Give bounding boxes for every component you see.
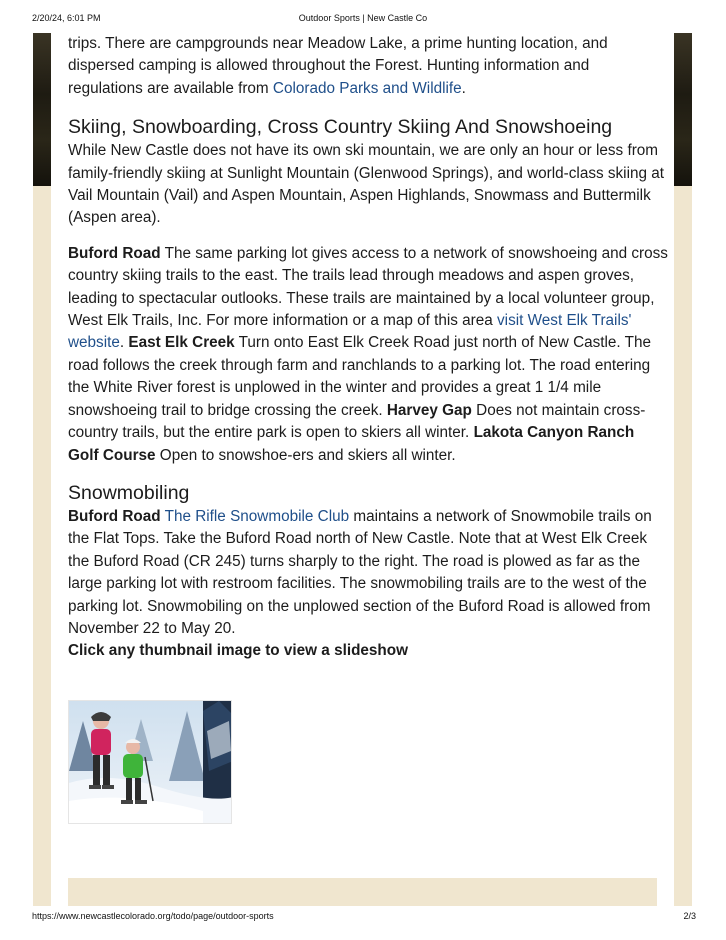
right-stripe-photo bbox=[674, 33, 692, 186]
lakota-canyon-text: Open to snowshoe-ers and skiers all winter. bbox=[155, 446, 456, 464]
west-elk-trails-link[interactable]: visit West Elk Trails' website bbox=[68, 312, 632, 352]
slideshow-instruction: Click any thumbnail image to view a slideshow bbox=[68, 642, 409, 660]
footer-bar bbox=[68, 878, 657, 906]
print-page-title: Outdoor Sports | New Castle Co bbox=[298, 13, 428, 23]
left-side-stripe bbox=[33, 33, 51, 906]
link-separator: . bbox=[119, 334, 129, 352]
print-footer bbox=[0, 911, 726, 925]
print-page-number: 2/3 bbox=[683, 911, 696, 921]
colorado-parks-link[interactable]: Colorado Parks and Wildlife bbox=[272, 79, 462, 97]
snowmobiling-paragraph bbox=[68, 506, 668, 640]
left-stripe-photo bbox=[33, 33, 51, 186]
skiing-heading: Skiing, Snowboarding, Cross Country Skiing And Snowshoeing bbox=[68, 116, 613, 139]
hunting-paragraph bbox=[68, 33, 668, 100]
print-header bbox=[0, 13, 726, 27]
main-content bbox=[68, 33, 668, 663]
snowshoeing-photo-icon bbox=[69, 701, 232, 824]
east-elk-creek-label: East Elk Creek bbox=[128, 334, 235, 352]
buford-road-text: The same parking lot gives access to a network of snowshoeing and cross country skiing trails to the east. The trails lead through meadows and aspen groves, leading to spectacular outlooks. These trails are maintained by a local volunteer group, West Elk Trails, Inc. For more information or a map of this area bbox=[68, 244, 668, 330]
snowmobiling-text: maintains a network of Snowmobile trails on the Flat Tops. Take the Buford Road north of New Castle. Note that at West Elk Creek the Buford Road (CR 245) turns sharply to the right. The road is plowed as far as the large parking lot with restroom facilities. The snowmobiling trails are to the west of the parking lot. Snowmobiling on the unplowed section of the Buford Road is allowed from November 22 to May 20. bbox=[68, 507, 652, 637]
harvey-gap-text: Does not maintain cross-country trails, but the entire park is open to skiers all winter. bbox=[68, 401, 646, 442]
hunting-text: trips. There are campgrounds near Meadow Lake, a prime hunting location, and dispersed camping is allowed throughout the Forest. Hunting information and regulations are available from bbox=[68, 35, 608, 97]
snowshoeing-thumbnail[interactable] bbox=[68, 700, 232, 824]
right-side-stripe bbox=[674, 33, 692, 906]
rifle-snowmobile-club-link[interactable]: The Rifle Snowmobile Club bbox=[164, 507, 350, 525]
skiing-details-paragraph bbox=[68, 243, 668, 467]
snowmobiling-heading: Snowmobiling bbox=[68, 481, 190, 504]
east-elk-creek-text: Turn onto East Elk Creek Road just north of New Castle. The road follows the creek through farm and ranchlands to a parking lot. The road entering the White River forest is unplowed in the winter and provides a great 1 1/4 mile snowshoeing trail to bridge crossing the creek. bbox=[68, 334, 652, 419]
buford-road-label: Buford Road bbox=[68, 244, 161, 262]
lakota-canyon-label: Lakota Canyon Ranch Golf Course bbox=[68, 424, 635, 464]
print-url: https://www.newcastlecolorado.org/todo/page/outdoor-sports bbox=[32, 911, 274, 921]
harvey-gap-label: Harvey Gap bbox=[386, 401, 472, 419]
print-date: 2/20/24, 6:01 PM bbox=[32, 13, 101, 23]
hunting-text-end: . bbox=[461, 79, 466, 97]
snowmobiling-buford-label: Buford Road bbox=[68, 507, 161, 525]
skiing-intro: While New Castle does not have its own ski mountain, we are only an hour or less from family-friendly skiing at Sunlight Mountain (Glenwood Springs), and world-class skiing at Vail Mountain (Vail) and Aspen Mountain, Aspen Highlands, Snowmass and Buttermilk (Aspen area). bbox=[68, 142, 664, 227]
